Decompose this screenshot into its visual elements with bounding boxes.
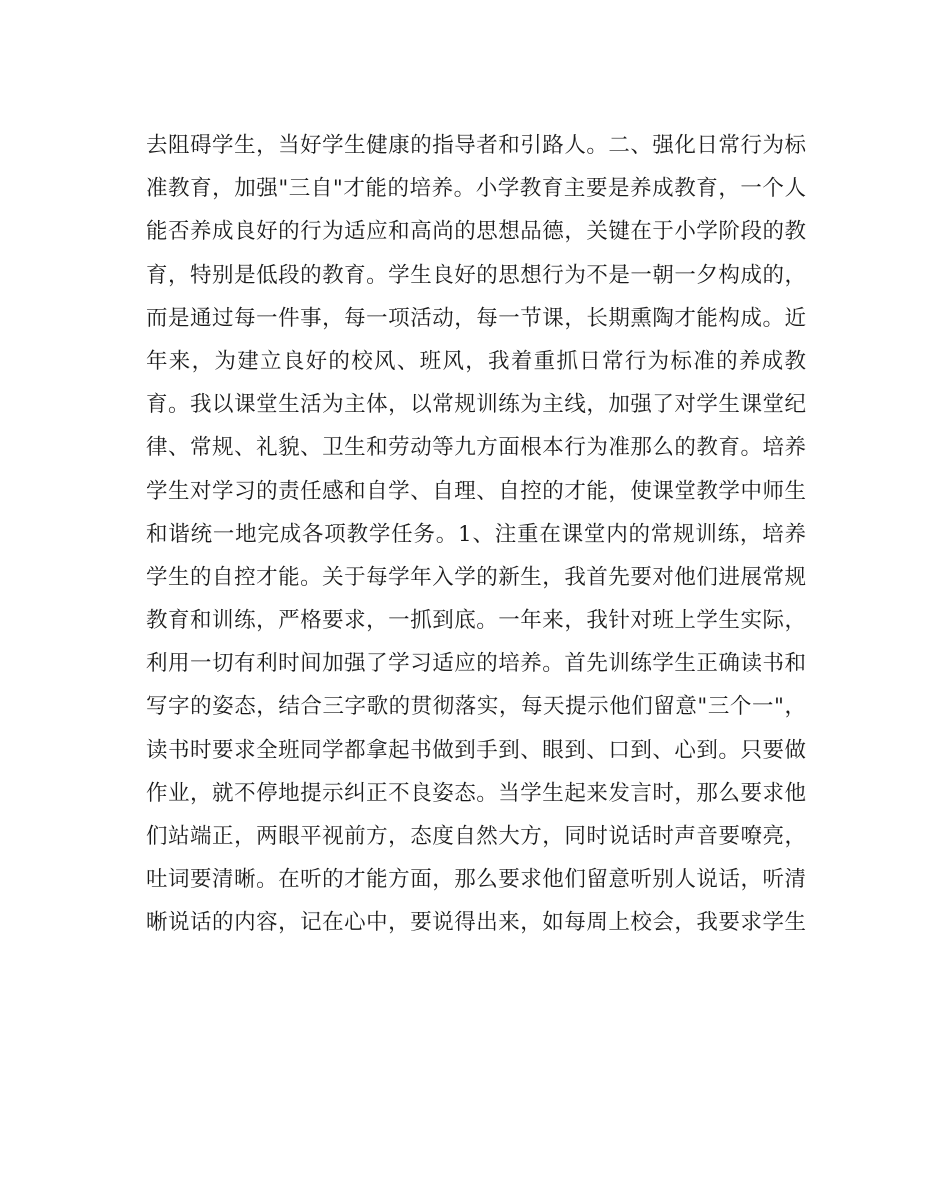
text-line: 教育和训练，严格要求，一抓到底。一年来，我针对班上学生实际，: [146, 608, 806, 634]
text-line: 们站端正，两眼平视前方，态度自然大方，同时说话时声音要嘹亮，: [146, 824, 806, 849]
text-line: 年来，为建立良好的校风、班风，我着重抓日常行为标准的养成教: [146, 348, 806, 374]
text-line: 和谐统一地完成各项教学任务。1、注重在课堂内的常规训练，培养: [146, 521, 806, 547]
text-line: 吐词要清晰。在听的才能方面，那么要求他们留意听别人说话，听清: [146, 867, 806, 893]
text-line: 育。我以课堂生活为主体，以常规训练为主线，加强了对学生课堂纪: [146, 392, 806, 418]
text-line: 准教育，加强"三自"才能的培养。小学教育主要是养成教育，一个人: [146, 176, 806, 202]
body-paragraph: [146, 124, 806, 945]
text-line: 去阻碍学生，当好学生健康的指导者和引路人。二、强化日常行为标: [146, 133, 806, 158]
text-line: 学生对学习的责任感和自学、自理、自控的才能，使课堂教学中师生: [146, 478, 806, 504]
text-line: 律、常规、礼貌、卫生和劳动等九方面根本行为准那么的教育。培养: [146, 435, 806, 461]
text-line: 读书时要求全班同学都拿起书做到手到、眼到、口到、心到。只要做: [146, 737, 806, 763]
text-line: 而是通过每一件事，每一项活动，每一节课，长期熏陶才能构成。近: [146, 305, 806, 331]
text-line: 利用一切有利时间加强了学习适应的培养。首先训练学生正确读书和: [146, 651, 806, 677]
text-line: 晰说话的内容，记在心中，要说得出来，如每周上校会，我要求学生: [146, 910, 806, 936]
text-line: 育，特别是低段的教育。学生良好的思想行为不是一朝一夕构成的，: [146, 262, 806, 288]
text-line: 作业，就不停地提示纠正不良姿态。当学生起来发言时，那么要求他: [146, 780, 806, 806]
text-line: 学生的自控才能。关于每学年入学的新生，我首先要对他们进展常规: [146, 564, 806, 590]
text-line: 能否养成良好的行为适应和高尚的思想品德，关键在于小学阶段的教: [146, 219, 806, 245]
text-line: 写字的姿态，结合三字歌的贯彻落实，每天提示他们留意"三个一"，: [146, 694, 806, 720]
